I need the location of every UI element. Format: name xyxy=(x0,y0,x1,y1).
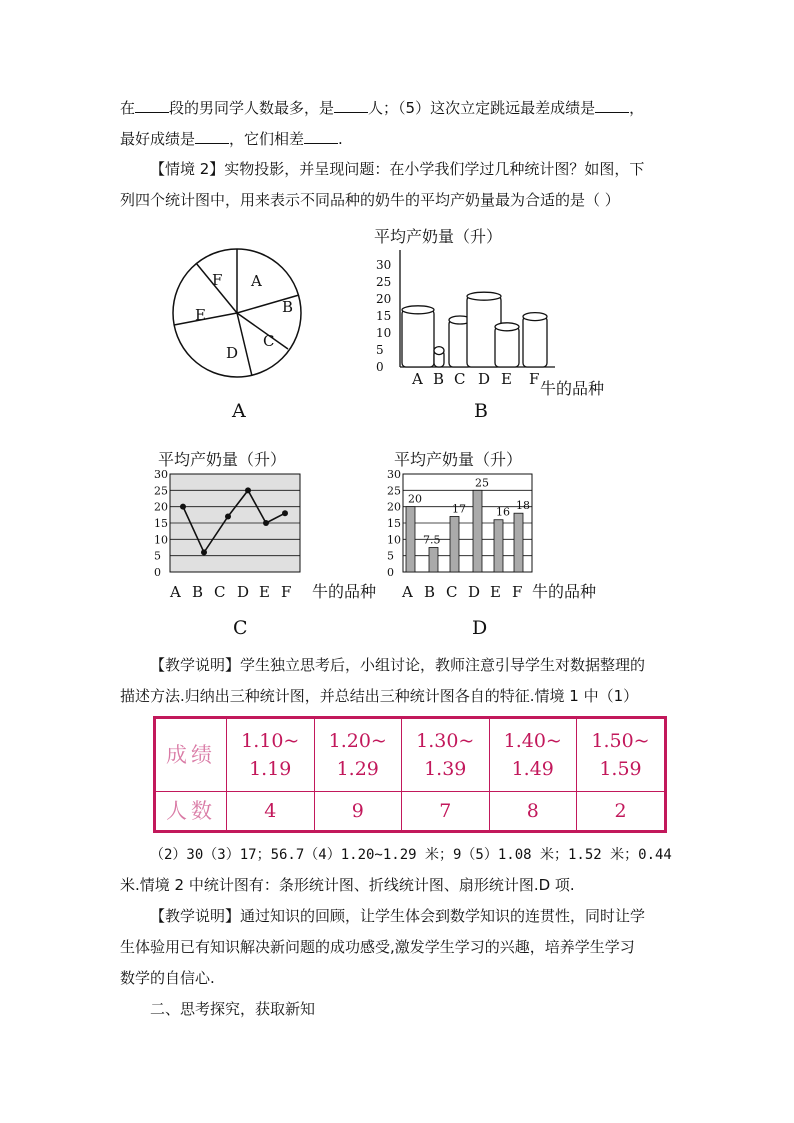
chart-d-caption: D xyxy=(472,617,488,639)
chart-c-y-tick: 5 xyxy=(154,549,161,563)
text: 最好成绩是 xyxy=(120,130,196,148)
chart-d-y-tick: 30 xyxy=(387,468,401,481)
chart-d-y-tick: 5 xyxy=(387,549,394,563)
chart-b-bottle-body xyxy=(402,310,434,367)
chart-b-bottle-cap xyxy=(402,306,434,314)
table-row xyxy=(155,792,666,832)
chart-d-bar xyxy=(406,507,415,572)
chart-d-y-tick: 20 xyxy=(387,500,401,514)
chart-d-data-label: 18 xyxy=(516,499,530,513)
chart-c-x-tick: B xyxy=(192,583,204,601)
chart-d-title: 平均产奶量（升） xyxy=(394,450,523,469)
chart-d-x-tick: F xyxy=(512,583,523,601)
para2-line1: 【情境 2】实物投影，并呈现问题：在小学我们学过几种统计图？如图，下 xyxy=(150,160,645,178)
chart-c-point xyxy=(225,513,231,519)
para3-line2: 描述方法.归纳出三种统计图，并总结出三种统计图各自的特征.情境 1 中（1） xyxy=(120,687,639,705)
para2-line2: 列四个统计图中，用来表示不同品种的奶牛的平均产奶量最为合适的是（ ） xyxy=(120,191,620,209)
text: 段的男同学人数最多，是 xyxy=(169,99,335,117)
chart-b-y-tick: 25 xyxy=(376,275,392,289)
pie-label: E xyxy=(195,306,206,324)
para5-line1: 【教学说明】通过知识的回顾，让学生体会到数学知识的连贯性，同时让学 xyxy=(150,907,646,925)
chart-d-y-tick: 15 xyxy=(387,517,401,530)
chart-c-x-tick: E xyxy=(259,583,270,601)
chart-b-xlabel: 牛的品种 xyxy=(540,379,605,398)
chart-d-x-tick: B xyxy=(424,583,436,601)
text: . xyxy=(338,130,343,148)
pie-label: D xyxy=(226,344,239,362)
chart-c-line xyxy=(140,447,380,642)
chart-d-data-label: 7.5 xyxy=(423,533,441,547)
table-cell: 9 xyxy=(314,792,402,832)
chart-d-y-tick: 10 xyxy=(387,533,401,547)
blank xyxy=(195,129,229,144)
table-cell xyxy=(489,718,577,792)
table-cell xyxy=(314,718,402,792)
chart-b-bottle-body xyxy=(495,327,519,367)
chart-d-x-tick: D xyxy=(468,583,481,601)
chart-b-bottle-cap xyxy=(523,313,547,321)
chart-b-x-tick: D xyxy=(478,370,491,388)
chart-d-xlabel: 牛的品种 xyxy=(532,582,597,601)
chart-d-bar xyxy=(450,516,459,572)
text: ， xyxy=(629,99,645,117)
chart-c-x-tick: D xyxy=(237,583,250,601)
para5-line3: 数学的自信心. xyxy=(120,969,215,987)
chart-b-x-tick: C xyxy=(454,370,466,388)
range-end: 1.49 xyxy=(511,758,554,780)
pie-label: A xyxy=(251,272,262,290)
chart-a-caption: A xyxy=(232,400,246,422)
table-row xyxy=(155,718,666,792)
text: ，它们相差 xyxy=(229,130,305,148)
chart-d-bar xyxy=(429,548,438,573)
table-cell xyxy=(402,718,490,792)
chart-c-y-tick: 25 xyxy=(154,484,168,498)
chart-c-x-tick: F xyxy=(281,583,292,601)
table-header-score: 成绩 xyxy=(155,718,227,792)
chart-c-y-tick: 0 xyxy=(154,566,161,579)
para5-line2: 生体验用已有知识解决新问题的成功感受,激发学生学习的兴趣，培养学生学习 xyxy=(120,938,635,956)
chart-d-x-tick: C xyxy=(446,583,458,601)
chart-d-y-tick: 25 xyxy=(387,484,401,498)
blank xyxy=(135,98,169,113)
chart-d-x-tick: E xyxy=(490,583,501,601)
text: 在 xyxy=(120,99,136,117)
range-start: 1.30~ xyxy=(416,730,475,752)
score-table xyxy=(153,716,667,833)
table-cell: 4 xyxy=(227,792,315,832)
blank xyxy=(304,129,338,144)
chart-d-bar xyxy=(494,520,503,572)
chart-b-bottle-cap xyxy=(495,323,519,331)
chart-b-y-tick: 5 xyxy=(376,343,384,357)
para1-line1 xyxy=(120,97,644,118)
chart-b-y-tick: 15 xyxy=(376,309,392,323)
range-start: 1.20~ xyxy=(328,730,387,752)
chart-b-y-tick: 10 xyxy=(376,326,392,340)
chart-b-x-tick: F xyxy=(529,370,540,388)
range-end: 1.29 xyxy=(336,758,379,780)
chart-b-bottle-cap xyxy=(467,292,501,300)
table-header-count: 人数 xyxy=(155,792,227,832)
chart-d-data-label: 20 xyxy=(408,492,422,506)
chart-c-title: 平均产奶量（升） xyxy=(158,450,287,469)
text: 人；（5）这次立定跳远最差成绩是 xyxy=(368,99,596,117)
chart-d-data-label: 25 xyxy=(475,476,489,490)
table-cell: 8 xyxy=(489,792,577,832)
table-cell: 2 xyxy=(577,792,666,832)
chart-c-y-tick: 15 xyxy=(154,517,168,530)
range-end: 1.39 xyxy=(424,758,467,780)
chart-c-y-tick: 10 xyxy=(154,533,168,547)
range-end: 1.19 xyxy=(249,758,292,780)
chart-a-pie xyxy=(168,245,308,425)
range-start: 1.10~ xyxy=(241,730,300,752)
chart-c-point xyxy=(245,487,251,493)
range-end: 1.59 xyxy=(599,758,642,780)
chart-d-bar xyxy=(473,490,482,572)
para3-line1: 【教学说明】学生独立思考后，小组讨论，教师注意引导学生对数据整理的 xyxy=(150,656,646,674)
chart-c-point xyxy=(180,504,186,510)
table-cell: 7 xyxy=(402,792,490,832)
chart-c-y-tick: 30 xyxy=(154,468,168,481)
table-cell xyxy=(227,718,315,792)
chart-d-data-label: 16 xyxy=(496,505,510,519)
table-cell xyxy=(577,718,666,792)
chart-c-x-tick: A xyxy=(170,583,181,601)
chart-b-y-tick: 30 xyxy=(376,258,392,272)
para4-line2: 米.情境 2 中统计图有：条形统计图、折线统计图、扇形统计图.D 项. xyxy=(120,876,575,894)
para1-line2 xyxy=(120,128,343,149)
chart-c-caption: C xyxy=(233,617,248,639)
chart-b-x-tick: A xyxy=(412,370,423,388)
chart-b-bottle-cap xyxy=(434,347,444,355)
chart-d-y-tick: 0 xyxy=(387,566,394,579)
chart-b-caption: B xyxy=(474,400,488,422)
chart-b-pictograph xyxy=(360,220,630,425)
chart-d-bar xyxy=(370,447,610,642)
pie-label: C xyxy=(263,332,275,350)
chart-b-y-tick: 0 xyxy=(376,360,384,374)
chart-c-y-tick: 20 xyxy=(154,500,168,514)
blank xyxy=(334,98,368,113)
chart-c-point xyxy=(201,549,207,555)
range-start: 1.50~ xyxy=(591,730,650,752)
chart-c-point xyxy=(282,510,288,516)
chart-b-x-tick: E xyxy=(501,370,512,388)
pie-label: F xyxy=(212,271,223,289)
chart-b-title: 平均产奶量（升） xyxy=(374,227,503,246)
chart-c-point xyxy=(263,520,269,526)
chart-c-x-tick: C xyxy=(214,583,226,601)
chart-b-x-tick: B xyxy=(433,370,445,388)
chart-d-data-label: 17 xyxy=(452,502,466,516)
pie-label: B xyxy=(282,298,294,316)
chart-b-bottle-body xyxy=(523,317,547,367)
para4-line1: （2）30（3）17；56.7（4）1.20~1.29 米；9（5）1.08 米；1.52 米；0.44 xyxy=(150,847,672,863)
chart-d-x-tick: A xyxy=(402,583,413,601)
chart-b-y-tick: 20 xyxy=(376,292,392,306)
chart-d-bar xyxy=(514,513,523,572)
blank xyxy=(595,98,629,113)
range-start: 1.40~ xyxy=(503,730,562,752)
section-heading: 二、思考探究，获取新知 xyxy=(150,1000,316,1018)
chart-c-xlabel: 牛的品种 xyxy=(312,582,377,601)
